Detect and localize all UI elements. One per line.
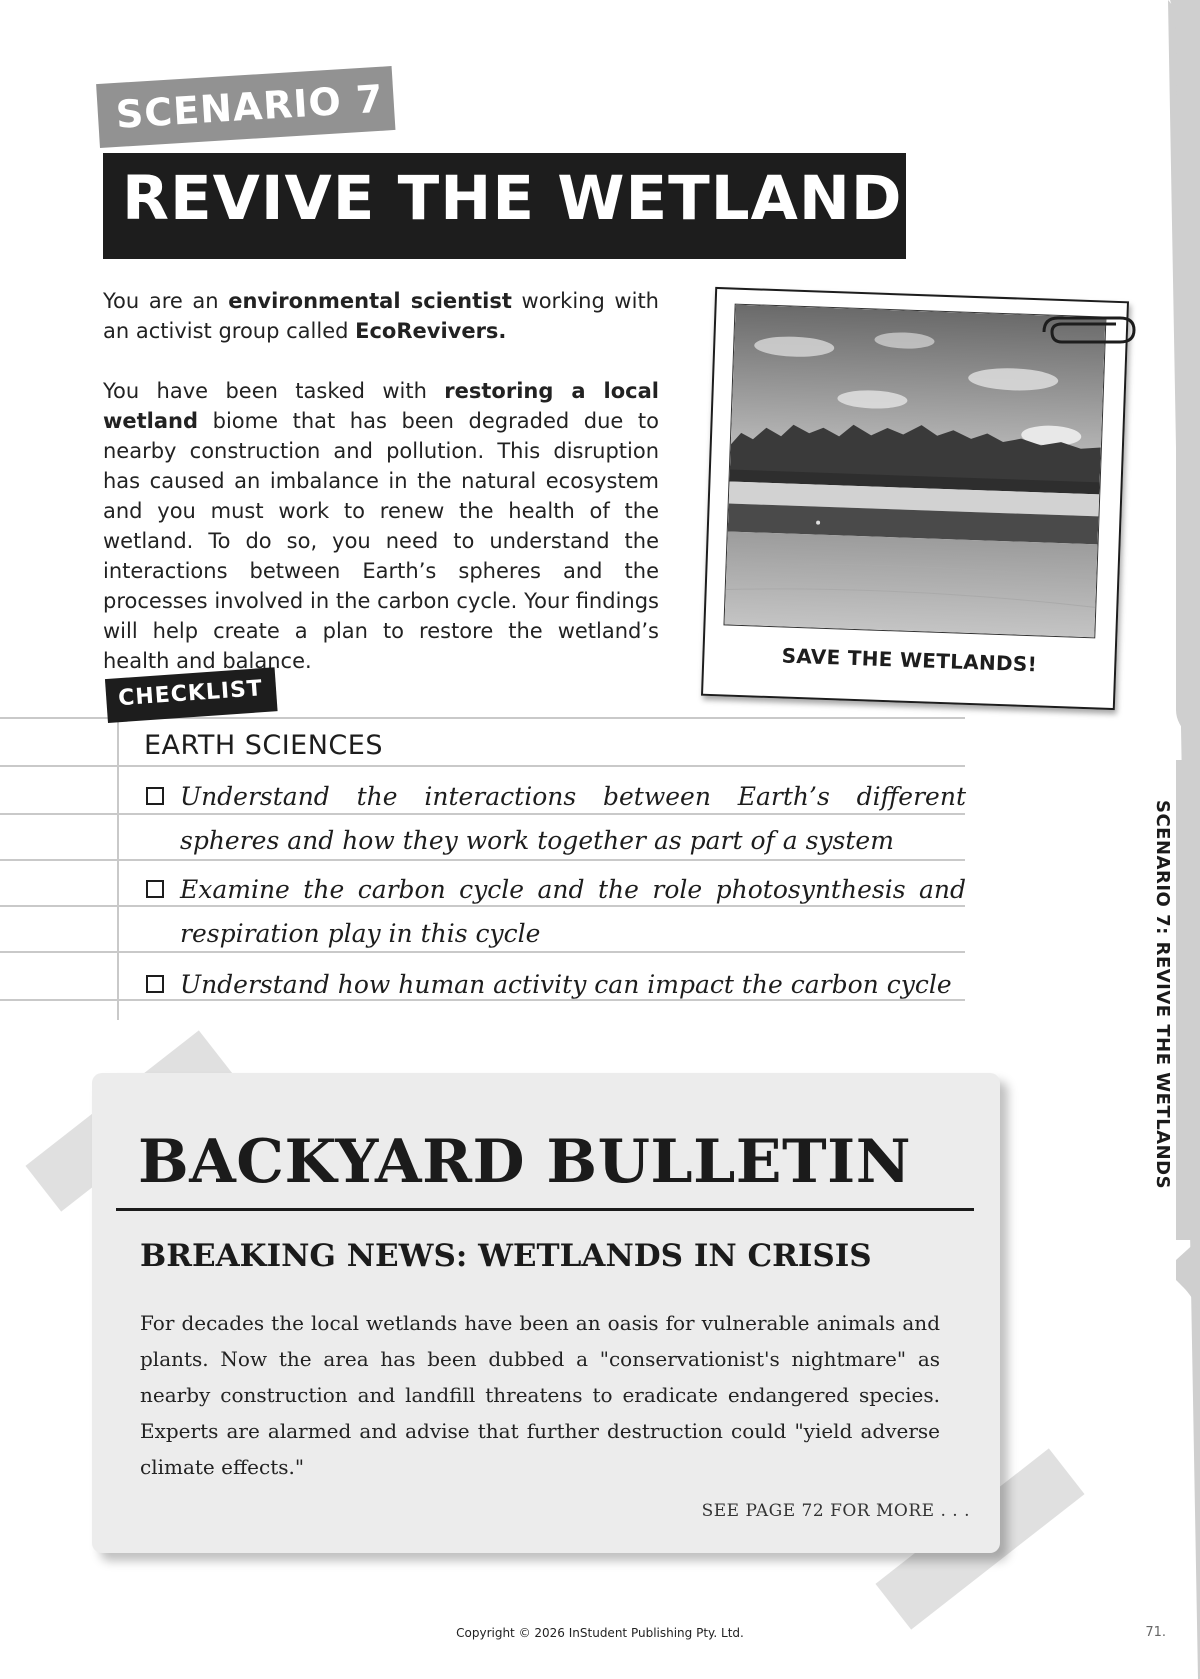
intro-paragraph-1: You are an environmental scientist working with an activist group called EcoRevivers.: [103, 289, 659, 343]
bulletin-body: For decades the local wetlands have been an oasis for vulnerable animals and plants. Now the area has been dubbed a "conservationist's nightmare" as nearby construction and landfill threatens to eradicate endangered species. Experts are alarmed and advise that further destruction could "yield adverse climate effects.": [140, 1311, 940, 1479]
checklist-item: [146, 963, 966, 1007]
checklist-item-text: Understand the interactions between Earth’s different spheres and how they work together as part of a system: [180, 782, 966, 855]
photo-caption: SAVE THE WETLANDS!: [781, 643, 1038, 677]
bulletin-more-link: SEE PAGE 72 FOR MORE . . .: [701, 1501, 970, 1521]
checkbox[interactable]: [146, 880, 164, 898]
copyright: Copyright © 2026 InStudent Publishing Pty. Ltd.: [456, 1626, 744, 1640]
backyard-bulletin: [92, 1073, 1000, 1553]
intro-paragraph-2: You have been tasked with restoring a local wetland biome that has been degraded due to nearby construction and pollution. This disruption has caused an imbalance in the natural ecosystem and you must work to renew the health of the wetland. To do so, you need to understand the interactions between Earth’s spheres and the processes involved in the carbon cycle. Your findings will help create a plan to restore the wetland’s health and balance.: [103, 379, 659, 673]
checklist-item: [146, 868, 966, 956]
paperclip-icon: [1040, 312, 1140, 356]
checklist-tag-text: CHECKLIST: [117, 676, 264, 712]
intro-text: [103, 286, 659, 706]
scenario-tag-text: SCENARIO 7: [114, 76, 385, 137]
scenario-tag: [96, 66, 395, 148]
checklist-item-text: Examine the carbon cycle and the role photosynthesis and respiration play in this cycle: [180, 875, 966, 948]
bulletin-subtitle: BREAKING NEWS: WETLANDS IN CRISIS: [140, 1238, 872, 1274]
bulletin-title: BACKYARD BULLETIN: [138, 1127, 912, 1197]
side-tab: [1080, 0, 1200, 1679]
bulletin-divider: [116, 1208, 974, 1211]
page-number: 71.: [1145, 1625, 1166, 1640]
side-tab-label: SCENARIO 7: REVIVE THE WETLANDS: [1152, 800, 1173, 1190]
title-bar: [103, 153, 948, 259]
checklist-item: [146, 775, 966, 863]
checklist-heading: EARTH SCIENCES: [144, 730, 383, 761]
checklist-item-text: Understand how human activity can impact the carbon cycle: [180, 970, 952, 999]
checkbox[interactable]: [146, 787, 164, 805]
page-title: REVIVE THE WETLANDS: [122, 163, 948, 234]
checkbox[interactable]: [146, 975, 164, 993]
